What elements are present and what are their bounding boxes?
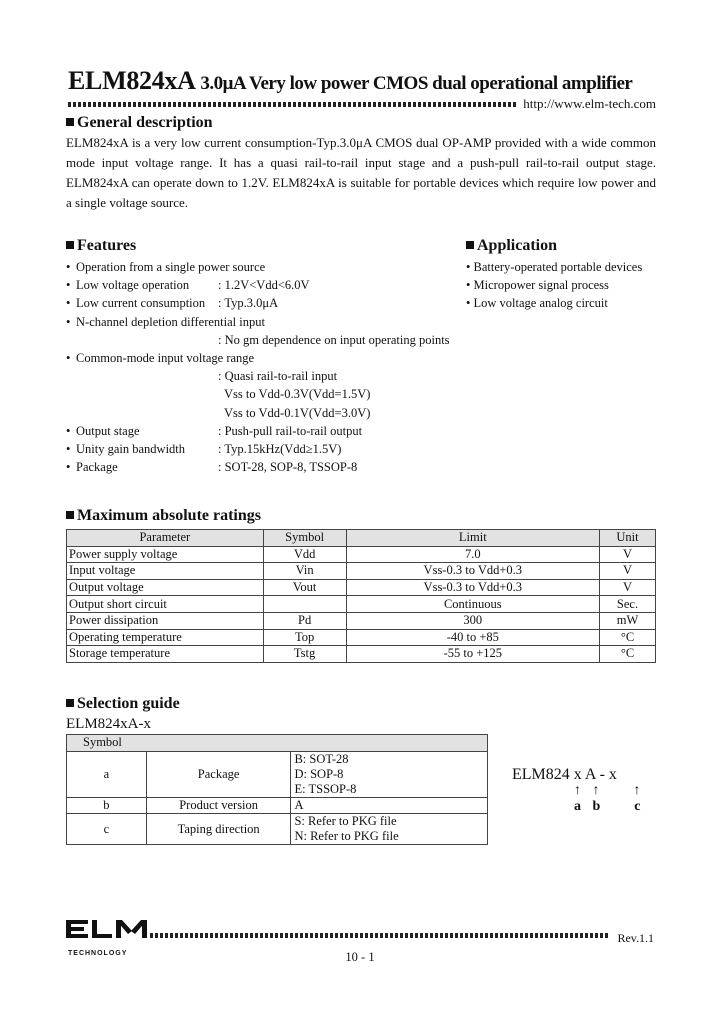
feature-label: Package (76, 460, 118, 475)
table-cell: mW (600, 612, 656, 629)
table-cell: V (600, 563, 656, 580)
bullet-icon: • (66, 314, 71, 329)
selection-option: A (294, 797, 304, 812)
table-cell: -40 to +85 (346, 629, 600, 646)
selection-option: N: Refer to PKG file (294, 829, 399, 844)
part-code-arrows: ↑ ↑ ↑ (574, 783, 645, 798)
feature-value: : Quasi rail-to-rail input (218, 369, 338, 384)
revision: Rev.1.1 (617, 931, 654, 945)
feature-label: Output stage (76, 423, 140, 438)
feature-line (66, 406, 466, 424)
application-item (466, 278, 609, 293)
feature-value: Vss to Vdd-0.3V(Vdd=1.5V) (218, 387, 371, 402)
elm-logo-icon (64, 918, 148, 952)
table-row (67, 546, 656, 563)
selection-part-code: ELM824xA-x (66, 716, 151, 732)
feature-line (66, 278, 466, 296)
table-cell: 300 (346, 612, 600, 629)
selection-name: Product version (146, 797, 291, 814)
general-description-heading: General description (66, 114, 213, 132)
page-number: 10 - 1 (345, 950, 375, 964)
part-number: ELM824xA (68, 66, 195, 95)
bullet-icon: • (66, 460, 71, 475)
table-cell: Top (263, 629, 346, 646)
bullet-icon: • (66, 260, 71, 274)
document-title (68, 66, 632, 96)
application-item (466, 260, 642, 275)
selection-symbol-header: Symbol (67, 735, 488, 752)
feature-label: Common-mode input voltage range (76, 351, 255, 365)
heading-bullet-icon (66, 699, 74, 707)
bullet-icon: • (466, 296, 474, 311)
bullet-icon: • (466, 260, 474, 274)
application-item-label: Battery-operated portable devices (473, 260, 643, 274)
feature-value: : Push-pull rail-to-rail output (218, 423, 363, 438)
feature-label: N-channel depletion differential input (76, 314, 265, 329)
ratings-column-header: Unit (600, 530, 656, 547)
table-cell: °C (600, 629, 656, 646)
selection-options (291, 751, 488, 797)
selection-symbol: b (67, 797, 147, 814)
feature-value: : 1.2V<Vdd<6.0V (218, 278, 310, 293)
feature-line (66, 260, 466, 278)
feature-value: : No gm dependence on input operating points (218, 332, 450, 347)
feature-value: : Typ.3.0μA (218, 296, 279, 311)
feature-value: Vss to Vdd-0.1V(Vdd=3.0V) (218, 405, 371, 420)
footer-divider (150, 933, 608, 938)
table-cell: Storage temperature (67, 646, 264, 663)
ratings-table (66, 529, 656, 663)
selection-symbol: c (67, 814, 147, 845)
table-row (67, 579, 656, 596)
bullet-icon: • (466, 278, 474, 293)
table-cell: Output short circuit (67, 596, 264, 613)
table-row (67, 646, 656, 663)
title-underline (68, 102, 516, 107)
heading-bullet-icon (66, 511, 74, 519)
table-cell: Power dissipation (67, 612, 264, 629)
feature-value: : SOT-28, SOP-8, TSSOP-8 (218, 460, 358, 475)
features-heading: Features (66, 237, 136, 255)
application-heading: Application (466, 237, 557, 255)
table-cell: 7.0 (346, 546, 600, 563)
table-cell: Vss-0.3 to Vdd+0.3 (346, 579, 600, 596)
table-cell: Vout (263, 579, 346, 596)
selection-heading: Selection guide (66, 695, 180, 713)
heading-bullet-icon (66, 118, 74, 126)
table-cell: V (600, 579, 656, 596)
feature-line (66, 351, 466, 369)
feature-line (66, 442, 466, 460)
ratings-heading: Maximum absolute ratings (66, 507, 261, 525)
selection-option: B: SOT-28 (294, 751, 349, 766)
logo-subtext: TECHNOLOGY (68, 950, 128, 957)
feature-line (66, 369, 466, 387)
selection-option: S: Refer to PKG file (294, 814, 397, 829)
title-subtitle: 3.0μA Very low power CMOS dual operational amplifier (200, 73, 633, 94)
table-cell: Vdd (263, 546, 346, 563)
bullet-icon: • (66, 296, 71, 311)
table-cell: Output voltage (67, 579, 264, 596)
feature-line (66, 387, 466, 405)
table-cell: Power supply voltage (67, 546, 264, 563)
table-row (67, 612, 656, 629)
ratings-column-header: Symbol (263, 530, 346, 547)
part-code-letters: a b c (574, 799, 645, 814)
selection-name: Taping direction (146, 814, 291, 845)
bullet-icon: • (66, 423, 71, 438)
bullet-icon: • (66, 278, 71, 293)
selection-row (67, 751, 488, 797)
table-row (67, 596, 656, 613)
ratings-column-header: Limit (346, 530, 600, 547)
table-row (67, 629, 656, 646)
selection-row (67, 814, 488, 845)
selection-symbol: a (67, 751, 147, 797)
feature-line (66, 315, 466, 333)
feature-label: Unity gain bandwidth (76, 442, 186, 456)
selection-option: D: SOP-8 (294, 766, 344, 781)
table-cell: Continuous (346, 596, 600, 613)
table-cell (263, 596, 346, 613)
feature-line (66, 460, 466, 478)
selection-table (66, 734, 488, 845)
ratings-column-header: Parameter (67, 530, 264, 547)
table-cell: Operating temperature (67, 629, 264, 646)
application-item-label: Micropower signal process (473, 278, 609, 293)
feature-line (66, 296, 466, 314)
feature-label: Low voltage operation (76, 278, 190, 293)
selection-options (291, 814, 488, 845)
table-row (67, 563, 656, 580)
general-description-text: ELM824xA is a very low current consumption-Typ.3.0μA CMOS dual OP-AMP provided with a wide common mode input voltage range. It has a quasi rail-to-rail input stage and a push-pull rail-to-rail output stage. ELM824xA can operate down to 1.2V. ELM824xA is suitable for portable devices which require low power and a single voltage source. (66, 135, 656, 210)
application-item-label: Low voltage analog circuit (473, 296, 608, 311)
selection-row (67, 797, 488, 814)
bullet-icon: • (66, 351, 71, 365)
table-cell: °C (600, 646, 656, 663)
ratings-header-row (67, 530, 656, 547)
table-cell: Sec. (600, 596, 656, 613)
company-url[interactable]: http://www.elm-tech.com (523, 96, 656, 111)
table-cell: V (600, 546, 656, 563)
feature-value: : Typ.15kHz(Vdd≥1.5V) (218, 442, 342, 456)
feature-line (66, 333, 466, 351)
feature-label: Operation from a single power source (76, 260, 266, 274)
table-cell: -55 to +125 (346, 646, 600, 663)
application-item (466, 296, 608, 311)
feature-line (66, 424, 466, 442)
bullet-icon: • (66, 442, 71, 456)
feature-label: Low current consumption (76, 296, 206, 311)
selection-option: E: TSSOP-8 (294, 781, 357, 796)
heading-bullet-icon (66, 241, 74, 249)
table-cell: Tstg (263, 646, 346, 663)
table-cell: Input voltage (67, 563, 264, 580)
heading-bullet-icon (466, 241, 474, 249)
selection-name: Package (146, 751, 291, 797)
table-cell: Pd (263, 612, 346, 629)
selection-options (291, 797, 488, 814)
table-cell: Vin (263, 563, 346, 580)
part-code-diagram: ELM824 x A - x (512, 766, 617, 783)
table-cell: Vss-0.3 to Vdd+0.3 (346, 563, 600, 580)
